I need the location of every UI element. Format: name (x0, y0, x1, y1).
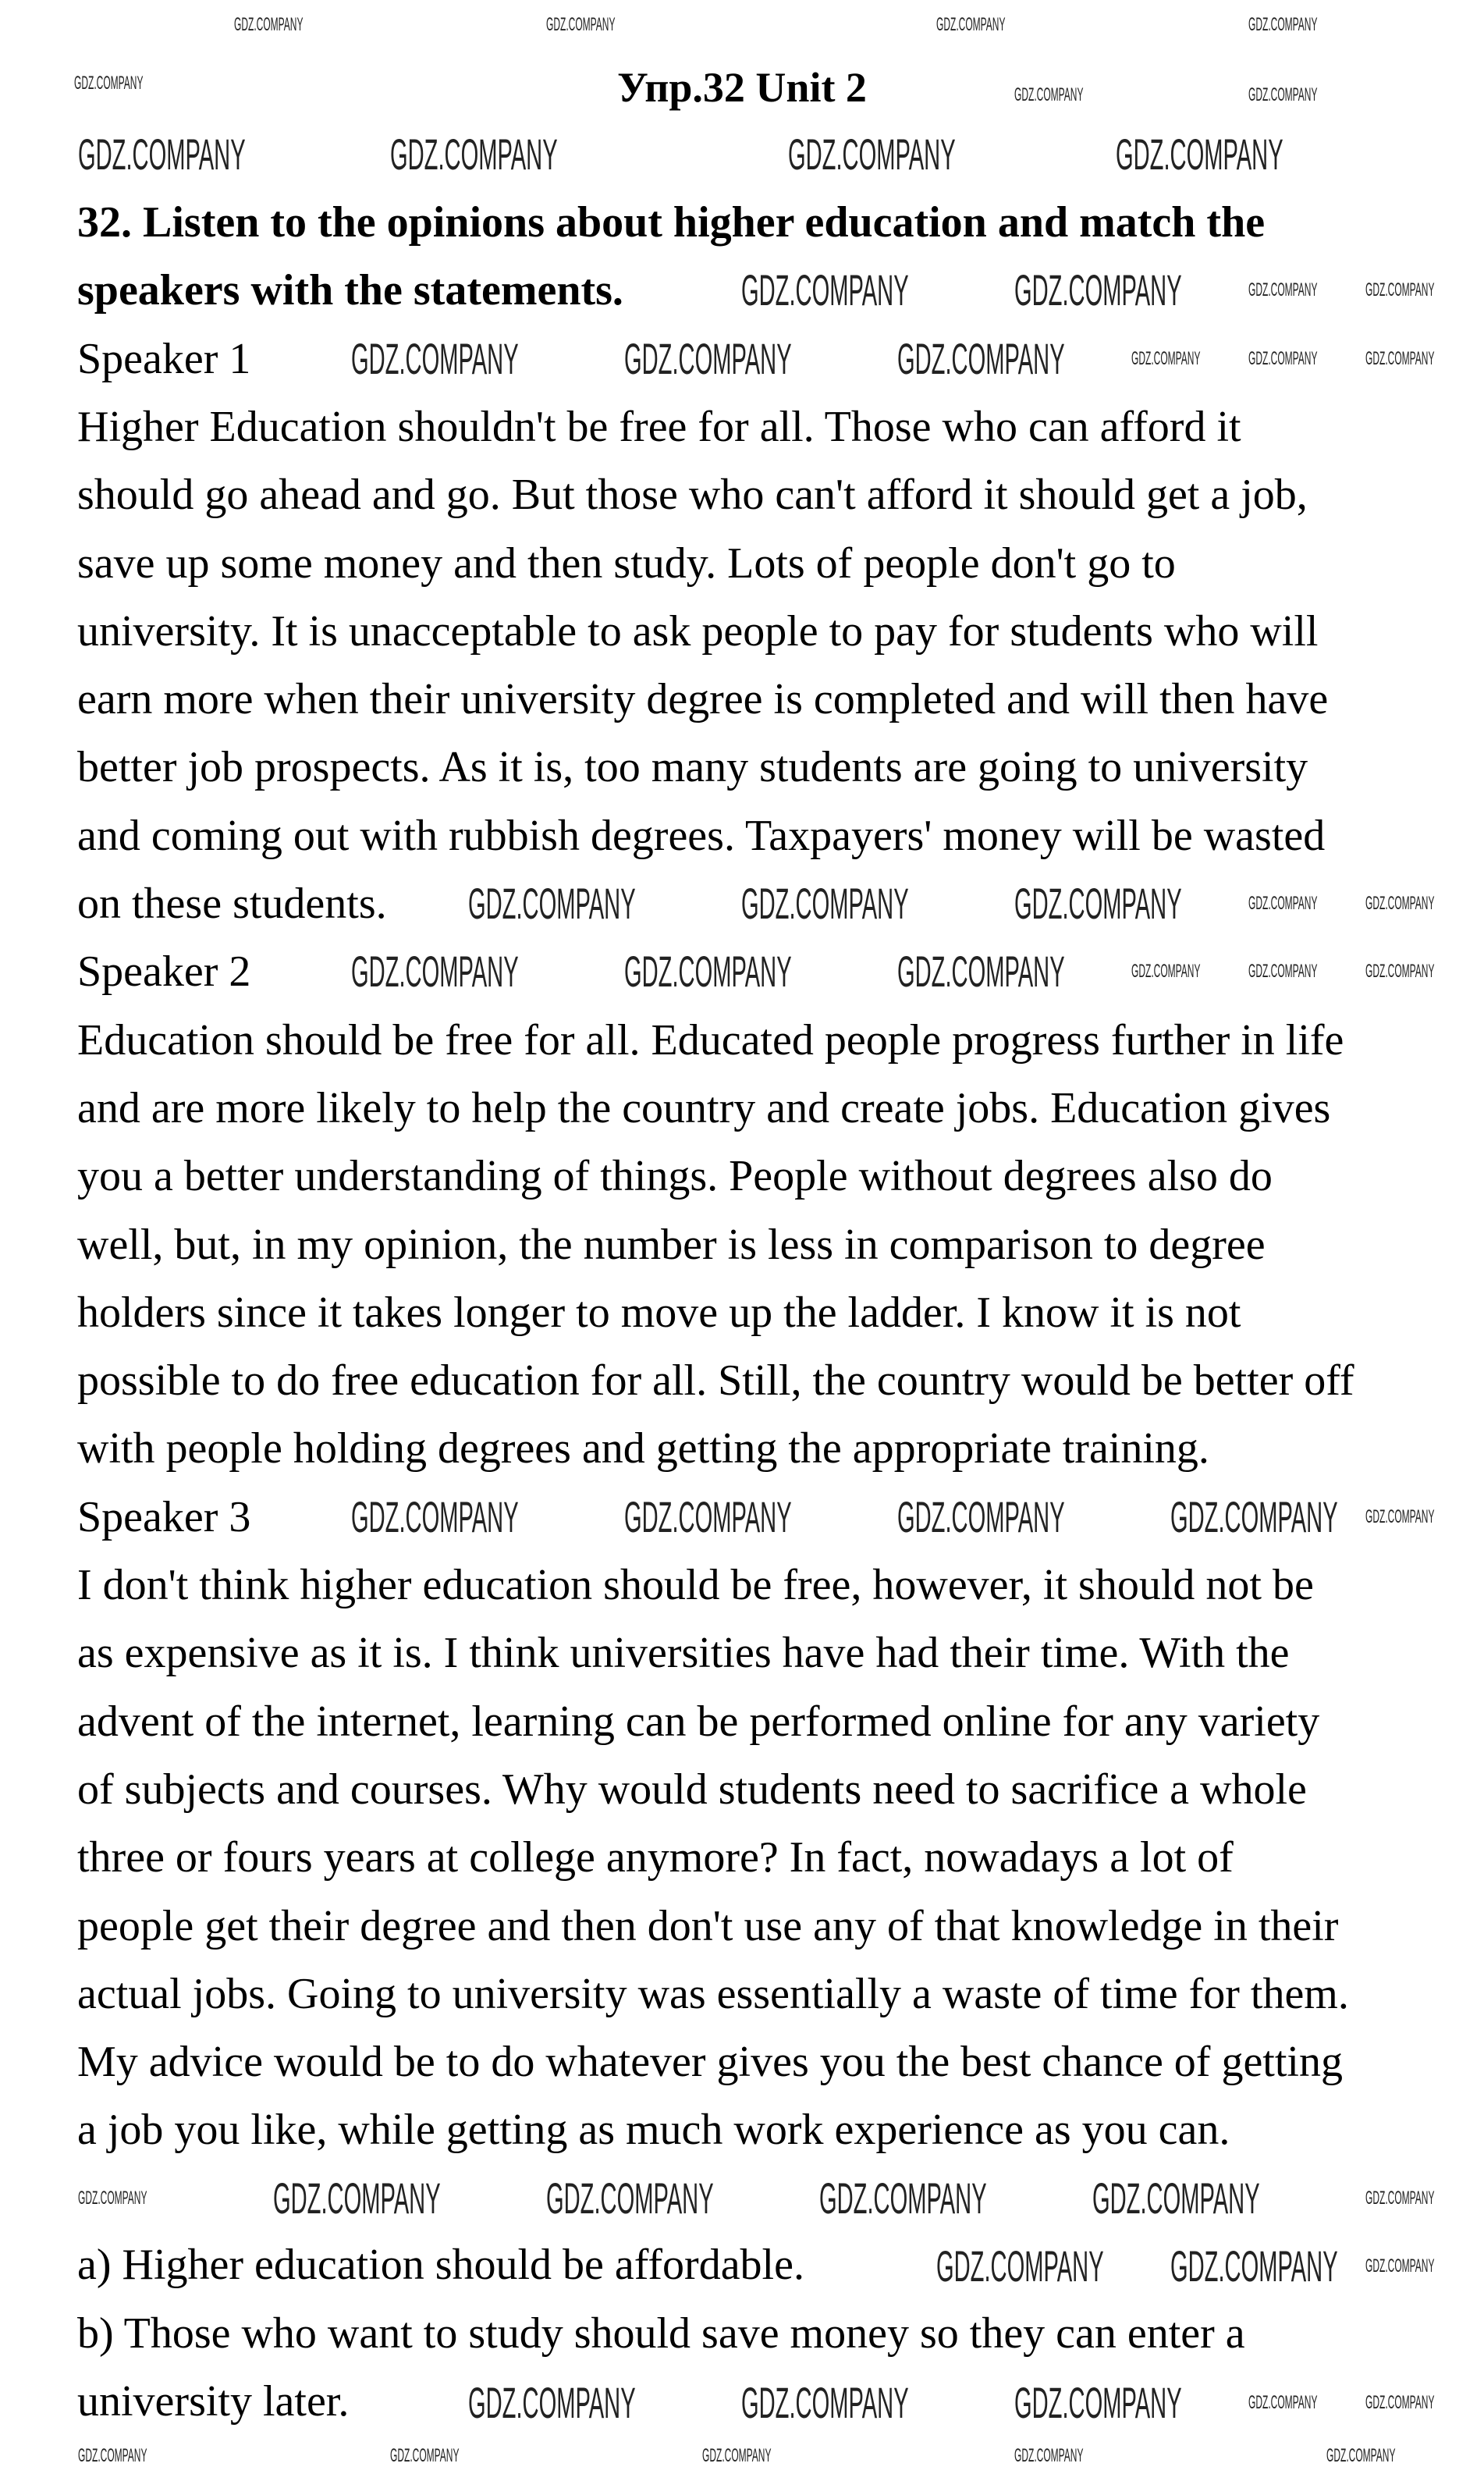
watermark: GDZ.COMPANY (351, 333, 519, 383)
watermark: GDZ.COMPANY (351, 1491, 519, 1541)
watermark: GDZ.COMPANY (1131, 347, 1201, 369)
watermark: GDZ.COMPANY (1365, 279, 1435, 301)
watermark: GDZ.COMPANY (1248, 347, 1318, 369)
watermark: GDZ.COMPANY (1014, 2377, 1182, 2427)
watermark: GDZ.COMPANY (78, 130, 246, 179)
watermark: GDZ.COMPANY (1326, 2445, 1396, 2466)
watermark: GDZ.COMPANY (78, 2187, 147, 2209)
watermark: GDZ.COMPANY (1116, 130, 1283, 179)
watermark: GDZ.COMPANY (702, 2445, 772, 2466)
watermark: GDZ.COMPANY (741, 879, 909, 928)
watermark: GDZ.COMPANY (897, 1491, 1065, 1541)
watermark: GDZ.COMPANY (624, 1491, 792, 1541)
speaker-text-line: should go ahead and go. But those who can't afford it should get a job, (77, 471, 1308, 520)
watermark: GDZ.COMPANY (936, 14, 1006, 35)
speaker-text-line: better job prospects. As it is, too many students are going to university (77, 743, 1308, 792)
speaker-label: Speaker 1 (77, 334, 251, 383)
statement-line: a) Higher education should be affordable. (77, 2241, 804, 2290)
watermark: GDZ.COMPANY (1248, 279, 1318, 301)
speaker-text-line: earn more when their university degree is completed and will then have (77, 675, 1329, 724)
watermark: GDZ.COMPANY (741, 2377, 909, 2427)
speaker-text-line: Education should be free for all. Educated people progress further in life (77, 1015, 1344, 1065)
speaker-label: Speaker 3 (77, 1492, 251, 1541)
watermark: GDZ.COMPANY (897, 333, 1065, 383)
watermark: GDZ.COMPANY (1014, 879, 1182, 928)
watermark: GDZ.COMPANY (546, 14, 616, 35)
speaker-text-line: and coming out with rubbish degrees. Taxpayers' money will be wasted (77, 811, 1326, 860)
speaker-text-line: a job you like, while getting as much work experience as you can. (77, 2106, 1230, 2155)
speaker-text-line: well, but, in my opinion, the number is less in comparison to degree (77, 1220, 1266, 1269)
speaker-text-line: Higher Education shouldn't be free for all. Those who can afford it (77, 402, 1241, 451)
watermark: GDZ.COMPANY (624, 947, 792, 997)
watermark: GDZ.COMPANY (1365, 2187, 1435, 2209)
watermark: GDZ.COMPANY (1365, 1505, 1435, 1527)
speaker-text-line: save up some money and then study. Lots of people don't go to (77, 538, 1176, 588)
watermark: GDZ.COMPANY (1170, 1491, 1338, 1541)
speaker-text-line: people get their degree and then don't use any of that knowledge in their (77, 1901, 1339, 1950)
speaker-text-line: My advice would be to do whatever gives you the best chance of getting (77, 2038, 1343, 2087)
speaker-text-line: advent of the internet, learning can be performed online for any variety (77, 1697, 1320, 1746)
watermark: GDZ.COMPANY (1365, 2391, 1435, 2413)
watermark: GDZ.COMPANY (1092, 2173, 1260, 2223)
speaker-text-line: you a better understanding of things. People without degrees also do (77, 1152, 1273, 1201)
watermark: GDZ.COMPANY (1170, 2241, 1338, 2291)
watermark: GDZ.COMPANY (1014, 2445, 1084, 2466)
watermark: GDZ.COMPANY (1014, 84, 1084, 105)
speaker-text-line: and are more likely to help the country and create jobs. Education gives (77, 1083, 1331, 1132)
page-title: Упр.32 Unit 2 (617, 64, 867, 111)
speaker-label: Speaker 2 (77, 947, 251, 997)
speaker-text-line: on these students. (77, 880, 387, 928)
watermark: GDZ.COMPANY (1248, 893, 1318, 914)
watermark: GDZ.COMPANY (390, 130, 558, 179)
watermark: GDZ.COMPANY (1365, 2255, 1435, 2277)
watermark: GDZ.COMPANY (74, 73, 144, 94)
task-instruction-line: 32. Listen to the opinions about higher education and match the (77, 198, 1266, 247)
watermark: GDZ.COMPANY (741, 265, 909, 315)
watermark: GDZ.COMPANY (1365, 347, 1435, 369)
watermark: GDZ.COMPANY (1131, 961, 1201, 983)
watermark: GDZ.COMPANY (1248, 2391, 1318, 2413)
watermark: GDZ.COMPANY (351, 947, 519, 997)
statement-line: university later. (77, 2376, 350, 2426)
speaker-text-line: I don't think higher education should be free, however, it should not be (77, 1561, 1314, 1609)
watermark: GDZ.COMPANY (819, 2173, 987, 2223)
watermark: GDZ.COMPANY (234, 14, 304, 35)
watermark: GDZ.COMPANY (897, 947, 1065, 997)
watermark: GDZ.COMPANY (1014, 265, 1182, 315)
speaker-text-line: three or fours years at college anymore? In fact, nowadays a lot of (77, 1833, 1234, 1882)
statement-line: b) Those who want to study should save money so they can enter a (77, 2309, 1245, 2358)
speaker-text-line: actual jobs. Going to university was essentially a waste of time for them. (77, 1969, 1349, 2018)
speaker-text-line: with people holding degrees and getting the appropriate training. (77, 1424, 1209, 1473)
watermark: GDZ.COMPANY (546, 2173, 714, 2223)
watermark: GDZ.COMPANY (273, 2173, 441, 2223)
watermark: GDZ.COMPANY (1365, 893, 1435, 914)
watermark: GDZ.COMPANY (936, 2241, 1104, 2291)
watermark: GDZ.COMPANY (390, 2445, 460, 2466)
watermark: GDZ.COMPANY (1365, 961, 1435, 983)
watermark: GDZ.COMPANY (468, 879, 636, 928)
speaker-text-line: university. It is unacceptable to ask people to pay for students who will (77, 606, 1319, 656)
watermark: GDZ.COMPANY (78, 2445, 147, 2466)
speaker-text-line: of subjects and courses. Why would students need to sacrifice a whole (77, 1765, 1307, 1814)
watermark: GDZ.COMPANY (624, 333, 792, 383)
speaker-text-line: as expensive as it is. I think universities have had their time. With the (77, 1629, 1290, 1678)
task-instruction-line: speakers with the statements. (77, 266, 623, 315)
watermark: GDZ.COMPANY (788, 130, 956, 179)
watermark: GDZ.COMPANY (468, 2377, 636, 2427)
watermark: GDZ.COMPANY (1248, 961, 1318, 983)
speaker-text-line: holders since it takes longer to move up the ladder. I know it is not (77, 1288, 1241, 1337)
watermark: GDZ.COMPANY (1248, 14, 1318, 35)
speaker-text-line: possible to do free education for all. Still, the country would be better off (77, 1356, 1354, 1406)
watermark: GDZ.COMPANY (1248, 84, 1318, 105)
